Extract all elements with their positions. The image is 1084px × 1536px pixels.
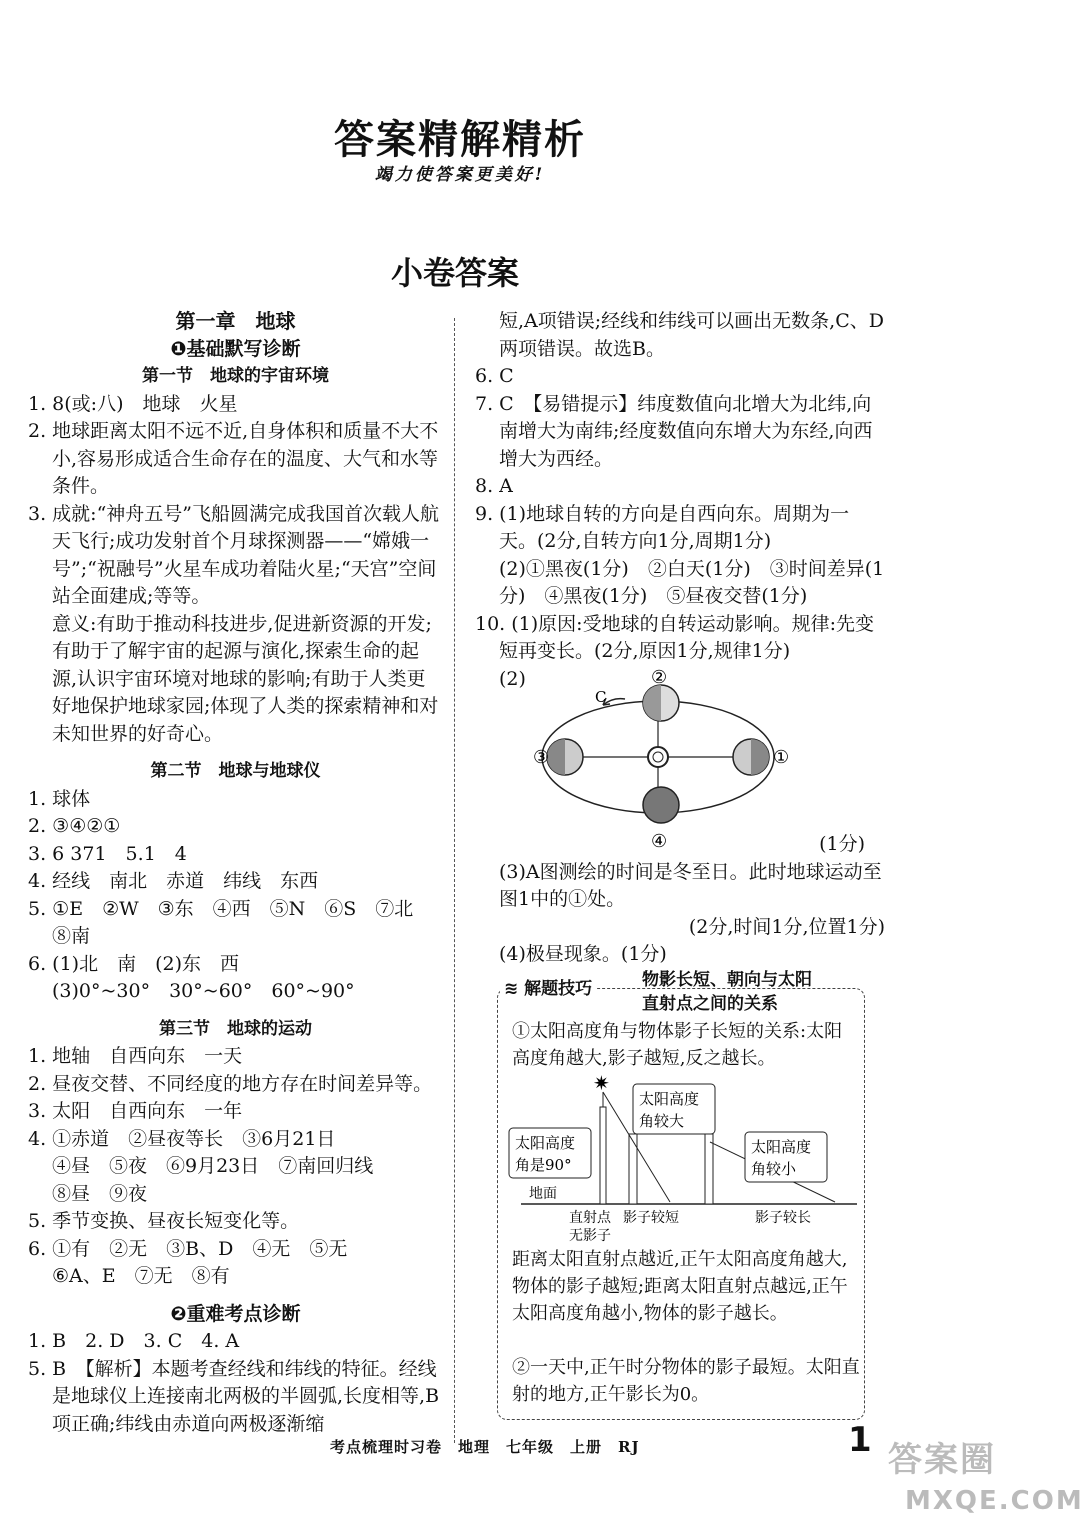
position-label: ④ <box>651 831 668 852</box>
position-label: ① <box>773 747 790 768</box>
svg-text:影子较短: 影子较短 <box>623 1210 679 1226</box>
pole <box>705 1134 713 1204</box>
answer-item: 1. B 2. D 3. C 4. A <box>28 1330 240 1352</box>
pole <box>600 1107 606 1204</box>
tip-icon: ≋ <box>504 979 525 999</box>
answer-item: 7. C 【易错提示】纬度数值向北增大为北纬,向南增大为南纬;经度数值向东增大为东经,向西增大为西经。 <box>475 392 873 470</box>
answer-item: 4. 经线 南北 赤道 纬线 东西 <box>28 870 319 892</box>
answer-item: (3)0°~30° 30°~60° 60°~90° <box>52 980 355 1002</box>
svg-text:无影子: 无影子 <box>569 1228 611 1244</box>
answer-item: 5. B 【解析】本题考查经线和纬线的特征。经线是地球仪上连接南北两极的半圆弧,长度相等,B项正确;纬线由赤道向两极逐渐缩 <box>28 1357 440 1435</box>
answer-item: ④昼 ⑤夜 ⑥9月23日 ⑦南回归线 <box>52 1155 374 1177</box>
score-note: (2分,时间1分,位置1分) <box>688 915 885 938</box>
answer-item: 5. 季节变换、昼夜长短变化等。 <box>28 1210 300 1232</box>
column-divider <box>454 318 455 1443</box>
tip-label: ≋ 解题技巧 <box>500 974 596 999</box>
svg-text:太阳高度: 太阳高度 <box>639 1090 700 1108</box>
section2-title: 第二节 地球与地球仪 <box>150 761 321 781</box>
tip-text: ②一天中,正午时分物体的影子最短。太阳直射的地方,正午影长为0。 <box>512 1357 860 1405</box>
pole <box>629 1134 637 1204</box>
section-title: 小卷答案 <box>390 254 519 292</box>
svg-text:直射点: 直射点 <box>569 1210 611 1226</box>
section3-title: 第三节 地球的运动 <box>159 1018 312 1039</box>
answer-item: 意义:有助于推动科技进步,促进新资源的开发;有助于了解宇宙的起源与演化,探索生命的起源,认识宇宙环境对地球的影响;有助于人类更好地保护地球家园;体现了人类的探索精神和对未知世界的好奇心。 <box>52 612 439 745</box>
svg-text:太阳高度: 太阳高度 <box>751 1138 812 1156</box>
right-column <box>475 308 885 969</box>
answer-item: 2. 地球距离太阳不远不近,自身体积和质量不大不小,容易形成适合生命存在的温度、大气和水等条件。 <box>28 420 439 497</box>
answer-item: (3)A图测绘的时间是冬至日。此时地球运动至图1中的①处。 <box>499 860 882 910</box>
score-note: (1分) <box>819 833 865 855</box>
answer-item: 3. 太阳 自西向东 一年 <box>28 1100 243 1122</box>
answer-item: (2)①黑夜(1分) ②白天(1分) ③时间差异(1分) ④黑夜(1分) ⑤昼夜交替(1分) <box>499 557 885 607</box>
answer-item: 3. 成就:“神舟五号”飞船圆满完成我国首次载人航天飞行;成功发射首个月球探测器——“嫦娥一号”;“祝融号”火星车成功着陆火星;“天宫”空间站全面建成;等等。 <box>28 502 439 607</box>
answer-item: ⑥A、E ⑦无 ⑧有 <box>52 1265 230 1287</box>
page-subtitle: 竭力使答案更美好! <box>374 165 546 185</box>
page-title: 答案精解精析 <box>334 117 586 163</box>
answer-item: 4. ①赤道 ②昼夜等长 ③6月21日 <box>28 1127 336 1150</box>
answer-item: 1. 球体 <box>28 787 91 810</box>
position-label: ③ <box>533 747 550 768</box>
answer-item: 短,A项错误;经线和纬线可以画出无数条,C、D两项错误。故选B。 <box>499 310 884 360</box>
sun-angle-figure <box>505 1072 861 1244</box>
answer-item: 1. 地轴 自西向东 一天 <box>28 1045 243 1067</box>
svg-text:角是90°: 角是90° <box>515 1156 572 1174</box>
answer-item: 6. ①有 ②无 ③B、D ④无 ⑤无 <box>28 1237 348 1260</box>
tip-title: 物影长短、朝向与太阳 直射点之间的关系 <box>642 970 812 1014</box>
svg-text:角较小: 角较小 <box>751 1160 797 1178</box>
left-column <box>28 308 443 1438</box>
part1-title: ❶基础默写诊断 <box>170 337 301 360</box>
tip-text: 距离太阳直射点越近,正午太阳高度角越大,物体的影子越短;距离太阳直射点越远,正午太阳高度角越小,物体的影子越长。 <box>512 1249 848 1324</box>
part2-title: ❷重难考点诊断 <box>170 1302 301 1325</box>
svg-text:影子较长: 影子较长 <box>755 1210 811 1226</box>
earth-globe-icon <box>643 787 679 823</box>
sun-icon: ✷ <box>593 1071 610 1095</box>
answer-item: 10. (1)原因:受地球的自转运动影响。规律:先变短再变长。(2分,原因1分,规律1分) <box>475 612 874 662</box>
answer-item: 9. (1)地球自转的方向是自西向东。周期为一天。(2分,自转方向1分,周期1分) <box>475 502 850 552</box>
footer-text: 考点梳理时习卷 地理 七年级 上册 RJ <box>330 1438 640 1456</box>
earth-orbit-diagram <box>525 665 800 850</box>
answer-item: 6. (1)北 南 (2)东 西 <box>28 952 239 975</box>
answer-item: (2) <box>499 667 526 690</box>
answer-item: 2. 昼夜交替、不同经度的地方存在时间差异等。 <box>28 1072 433 1095</box>
answer-item: 8. A <box>475 475 513 497</box>
tip-text: ①太阳高度角与物体影子长短的关系:太阳高度角越大,影子越短,反之越长。 <box>512 1021 843 1069</box>
answer-item: 2. ③④②① <box>28 815 121 837</box>
answer-item: 5. ①E ②W ③东 ④西 ⑤N ⑥S ⑦北 ⑧南 <box>28 897 433 947</box>
watermark-url: MXQE.COM <box>905 1486 1084 1516</box>
answer-item: 6. C <box>475 365 514 387</box>
page-number: 1 <box>848 1420 872 1460</box>
answer-item: 1. 8(或:八) 地球 火星 <box>28 392 238 415</box>
svg-text:地面: 地面 <box>529 1186 557 1202</box>
chapter-title: 第一章 地球 <box>175 309 296 333</box>
orbit-direction-label: C <box>595 688 607 706</box>
answer-item: ⑧昼 ⑨夜 <box>52 1182 148 1205</box>
section1-title: 第一节 地球的宇宙环境 <box>142 366 329 386</box>
answer-item: 3. 6 371 5.1 4 <box>28 842 187 865</box>
answer-item: (4)极昼现象。(1分) <box>499 943 667 965</box>
position-label: ② <box>651 667 668 688</box>
watermark-logo: 答案圈 <box>888 1440 996 1480</box>
svg-text:太阳高度: 太阳高度 <box>515 1134 576 1152</box>
svg-text:角较大: 角较大 <box>639 1112 685 1130</box>
